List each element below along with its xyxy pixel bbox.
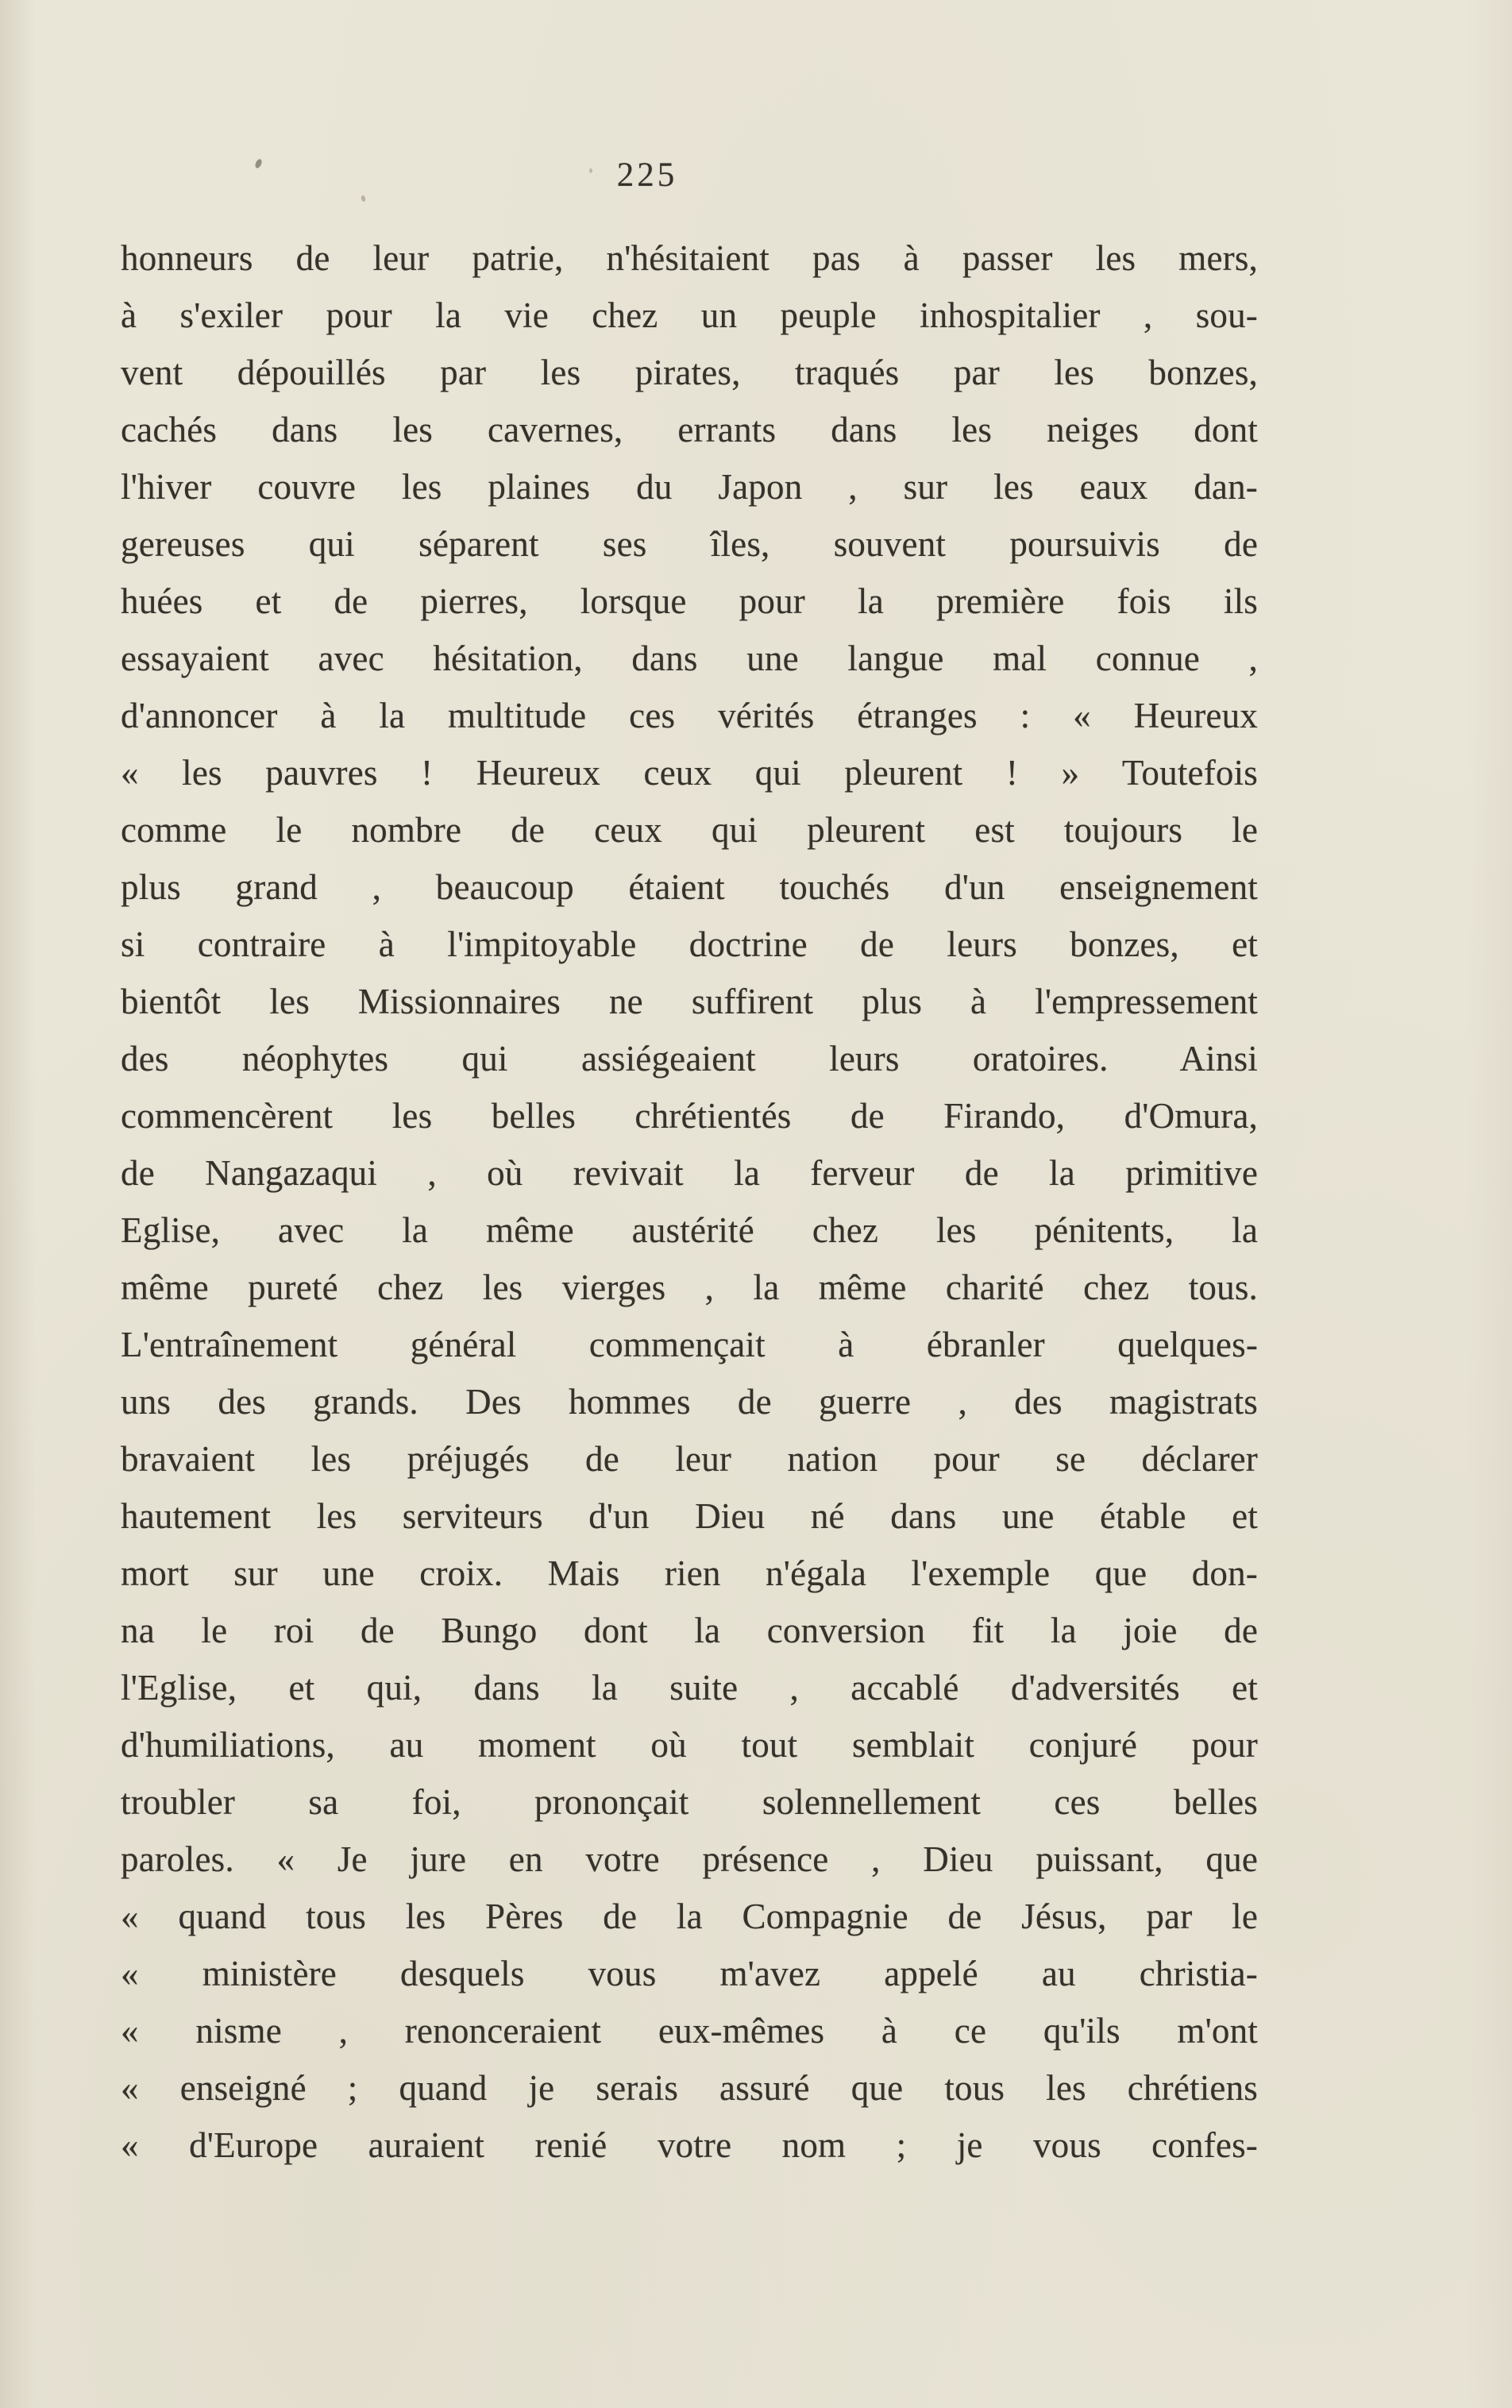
text-line: même pureté chez les vierges , la même charité chez tous.	[121, 1268, 1258, 1307]
text-line: vent dépouillés par les pirates, traqués par les bonzes,	[121, 353, 1258, 392]
paper-speck	[361, 195, 366, 202]
text-line: l'hiver couvre les plaines du Japon , sur les eaux dan-	[121, 467, 1258, 507]
text-line: troubler sa foi, prononçait solennellement ces belles	[121, 1782, 1258, 1822]
text-line: Eglise, avec la même austérité chez les pénitents, la	[121, 1210, 1258, 1250]
text-line: de Nangazaqui , où revivait la ferveur de la primitive	[121, 1153, 1258, 1193]
text-line: honneurs de leur patrie, n'hésitaient pas à passer les mers,	[121, 238, 1258, 278]
text-line: cachés dans les cavernes, errants dans les neiges dont	[121, 410, 1258, 450]
text-line: « ministère desquels vous m'avez appelé au christia-	[121, 1954, 1258, 1993]
text-line: na le roi de Bungo dont la conversion fit la joie de	[121, 1611, 1258, 1650]
text-line: si contraire à l'impitoyable doctrine de leurs bonzes, et	[121, 924, 1258, 964]
text-line: à s'exiler pour la vie chez un peuple inhospitalier , sou-	[121, 295, 1258, 335]
page-number: 225	[616, 156, 678, 194]
text-line: bravaient les préjugés de leur nation pour se déclarer	[121, 1439, 1258, 1479]
text-line: d'humiliations, au moment où tout semblait conjuré pour	[121, 1725, 1258, 1765]
text-line: « quand tous les Pères de la Compagnie de Jésus, par le	[121, 1897, 1258, 1936]
text-line: bientôt les Missionnaires ne suffirent plus à l'empressement	[121, 982, 1258, 1021]
text-line: « les pauvres ! Heureux ceux qui pleurent ! » Toutefois	[121, 753, 1258, 793]
text-line: commencèrent les belles chrétientés de Firando, d'Omura,	[121, 1096, 1258, 1136]
text-line: uns des grands. Des hommes de guerre , des magistrats	[121, 1382, 1258, 1422]
text-line: gereuses qui séparent ses îles, souvent poursuivis de	[121, 524, 1258, 564]
text-line: paroles. « Je jure en votre présence , Dieu puissant, que	[121, 1839, 1258, 1879]
text-line: hautement les serviteurs d'un Dieu né dans une étable et	[121, 1496, 1258, 1536]
text-line: essayaient avec hésitation, dans une langue mal connue ,	[121, 639, 1258, 678]
text-line: plus grand , beaucoup étaient touchés d'un enseignement	[121, 867, 1258, 907]
text-line: mort sur une croix. Mais rien n'égala l'exemple que don-	[121, 1553, 1258, 1593]
text-line: d'annoncer à la multitude ces vérités étranges : « Heureux	[121, 696, 1258, 735]
text-line: « nisme , renonceraient eux-mêmes à ce qu'ils m'ont	[121, 2011, 1258, 2051]
text-block	[121, 230, 1258, 2174]
text-line: L'entraînement général commençait à ébranler quelques-	[121, 1325, 1258, 1364]
text-line: comme le nombre de ceux qui pleurent est toujours le	[121, 810, 1258, 850]
text-line: des néophytes qui assiégeaient leurs oratoires. Ainsi	[121, 1039, 1258, 1079]
text-line: l'Eglise, et qui, dans la suite , accablé d'adversités et	[121, 1668, 1258, 1708]
text-line: huées et de pierres, lorsque pour la première fois ils	[121, 581, 1258, 621]
text-line: « d'Europe auraient renié votre nom ; je vous confes-	[121, 2125, 1258, 2165]
text-line: « enseigné ; quand je serais assuré que tous les chrétiens	[121, 2068, 1258, 2108]
